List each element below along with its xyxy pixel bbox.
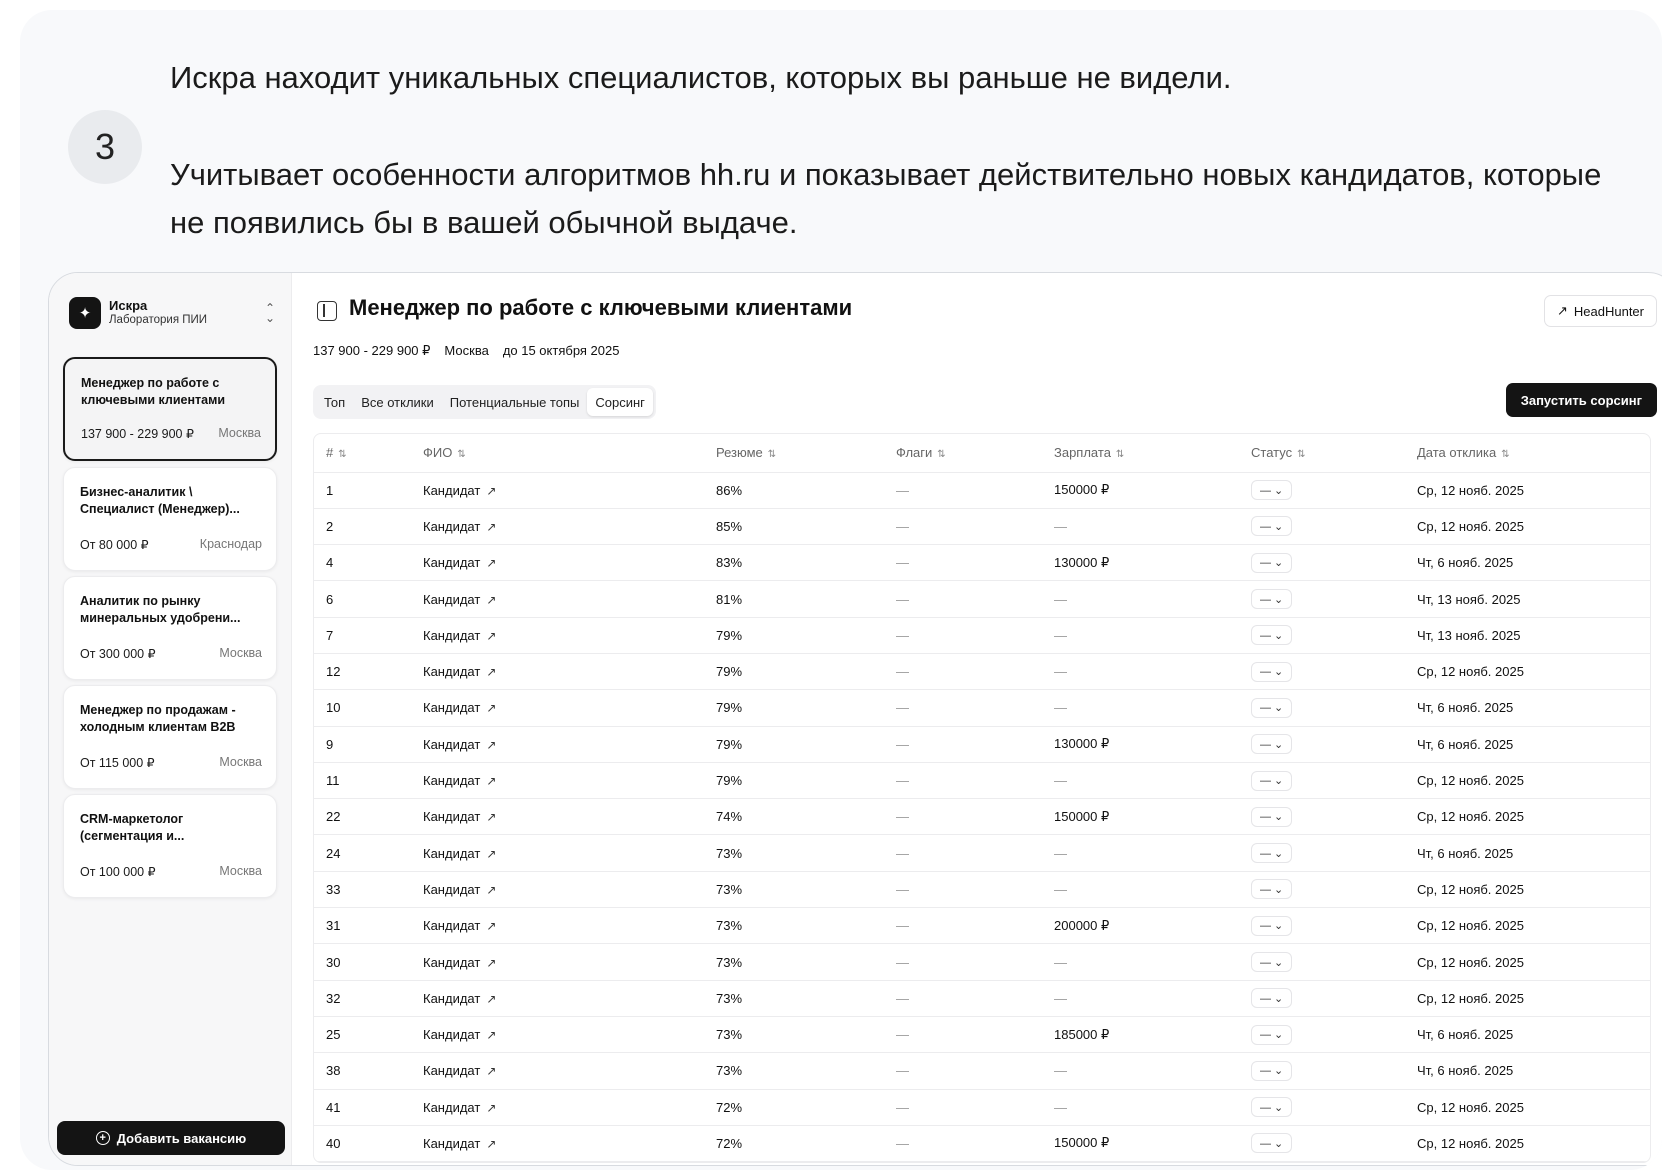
cell-name[interactable]	[411, 762, 704, 798]
cell-date: Ср, 12 нояб. 2025	[1405, 1125, 1650, 1161]
cell-status	[1239, 508, 1405, 544]
vacancy-card-salary: От 100 000 ₽	[80, 865, 156, 879]
cell-number: 41	[314, 1089, 411, 1125]
cell-status	[1239, 1125, 1405, 1161]
table-body	[314, 472, 1650, 1162]
view-tabs	[313, 385, 656, 419]
external-link-icon[interactable]: ↗	[486, 1064, 497, 1079]
cell-name[interactable]	[411, 1016, 704, 1052]
brand-subtitle: Лаборатория ПИИ	[109, 314, 208, 326]
cell-flags: —	[884, 1089, 1042, 1125]
cell-salary: 150000 ₽	[1042, 472, 1239, 508]
cell-salary: 150000 ₽	[1042, 799, 1239, 835]
vacancy-card-title: Аналитик по рынку минеральных удобрени...	[80, 594, 241, 625]
table-row[interactable]	[314, 762, 1650, 798]
cell-number: 11	[314, 762, 411, 798]
cell-name[interactable]	[411, 1089, 704, 1125]
cell-resume: 79%	[704, 762, 884, 798]
cell-salary: 130000 ₽	[1042, 545, 1239, 581]
cell-resume: 73%	[704, 908, 884, 944]
table-row[interactable]	[314, 835, 1650, 871]
step-description	[170, 54, 1620, 247]
cell-resume: 83%	[704, 545, 884, 581]
cell-flags: —	[884, 690, 1042, 726]
cell-resume: 73%	[704, 835, 884, 871]
cell-name[interactable]	[411, 871, 704, 907]
candidate-name[interactable]: Кандидат	[423, 1027, 481, 1043]
cell-name[interactable]	[411, 581, 704, 617]
cell-salary: —	[1042, 690, 1239, 726]
cell-resume: 85%	[704, 508, 884, 544]
cell-flags: —	[884, 1016, 1042, 1052]
cell-salary: —	[1042, 980, 1239, 1016]
cell-number: 6	[314, 581, 411, 617]
cell-resume: 81%	[704, 581, 884, 617]
external-link-icon[interactable]: ↗	[486, 519, 497, 534]
sidebar	[49, 273, 292, 1165]
cell-flags: —	[884, 1053, 1042, 1089]
cell-number: 33	[314, 871, 411, 907]
table-row[interactable]	[314, 545, 1650, 581]
cell-name[interactable]	[411, 908, 704, 944]
cell-status	[1239, 871, 1405, 907]
cell-resume: 72%	[704, 1125, 884, 1161]
cell-date: Ср, 12 нояб. 2025	[1405, 799, 1650, 835]
external-link-icon[interactable]: ↗	[486, 1028, 497, 1043]
external-link-icon[interactable]: ↗	[486, 1136, 497, 1151]
cell-flags: —	[884, 581, 1042, 617]
cell-flags: —	[884, 472, 1042, 508]
candidate-name[interactable]: Кандидат	[423, 627, 481, 643]
vacancy-card-city: Краснодар	[199, 537, 262, 551]
vacancy-card-city: Москва	[219, 755, 262, 769]
tab-all-responses[interactable]: Все отклики	[361, 394, 434, 410]
cell-date: Чт, 6 нояб. 2025	[1405, 1053, 1650, 1089]
external-link-icon[interactable]: ↗	[486, 919, 497, 934]
cell-salary: —	[1042, 508, 1239, 544]
cell-name[interactable]	[411, 835, 704, 871]
headhunter-link-button[interactable]	[1544, 295, 1657, 327]
cell-resume: 79%	[704, 653, 884, 689]
cell-name[interactable]	[411, 653, 704, 689]
chevron-up-down-icon[interactable]: ⌃ ⌄	[264, 301, 275, 325]
candidate-name[interactable]: Кандидат	[423, 518, 481, 534]
status-select[interactable]: — ⌄	[1251, 516, 1292, 536]
candidate-name[interactable]: Кандидат	[423, 1099, 481, 1115]
external-link-icon[interactable]: ↗	[486, 846, 497, 861]
cell-number: 1	[314, 472, 411, 508]
cell-flags: —	[884, 726, 1042, 762]
add-vacancy-label: Добавить вакансию	[116, 1130, 247, 1146]
cell-flags: —	[884, 653, 1042, 689]
cell-date: Чт, 6 нояб. 2025	[1405, 690, 1650, 726]
status-select[interactable]: — ⌄	[1251, 662, 1292, 682]
cell-number: 7	[314, 617, 411, 653]
column-header-resume[interactable]: Резюме ⇅	[704, 434, 884, 472]
cell-date: Ср, 12 нояб. 2025	[1405, 653, 1650, 689]
vacancy-card-city: Москва	[218, 426, 261, 440]
cell-status	[1239, 581, 1405, 617]
status-select[interactable]: — ⌄	[1251, 1097, 1292, 1117]
cell-salary: —	[1042, 1089, 1239, 1125]
cell-resume: 73%	[704, 1016, 884, 1052]
candidate-name[interactable]: Кандидат	[423, 954, 481, 970]
cell-number: 25	[314, 1016, 411, 1052]
sparkle-icon: ✦	[69, 297, 101, 329]
vacancy-card-salary: 137 900 - 229 900 ₽	[81, 427, 194, 441]
cell-number: 31	[314, 908, 411, 944]
external-link-icon[interactable]: ↗	[486, 592, 497, 607]
cell-name[interactable]	[411, 508, 704, 544]
table-row[interactable]	[314, 1053, 1650, 1089]
step-line-2: Учитывает особенности алгоритмов hh.ru и показывает действительно новых кандидатов, которые не появились бы в вашей обычной выдаче.	[170, 157, 1602, 240]
candidate-name[interactable]: Кандидат	[423, 700, 481, 716]
cell-flags: —	[884, 799, 1042, 835]
external-link-icon[interactable]: ↗	[486, 810, 497, 825]
tab-top[interactable]: Топ	[324, 394, 346, 410]
vacancy-card-city: Москва	[219, 646, 262, 660]
cell-resume: 79%	[704, 617, 884, 653]
candidate-name[interactable]: Кандидат	[423, 591, 481, 607]
cell-date: Чт, 6 нояб. 2025	[1405, 545, 1650, 581]
cell-status	[1239, 980, 1405, 1016]
step-number-badge: 3	[68, 110, 142, 184]
cell-resume: 86%	[704, 472, 884, 508]
cell-status	[1239, 653, 1405, 689]
status-select[interactable]: — ⌄	[1251, 698, 1292, 718]
status-select[interactable]: — ⌄	[1251, 589, 1292, 609]
candidate-name[interactable]: Кандидат	[423, 918, 481, 934]
cell-resume: 73%	[704, 944, 884, 980]
vacancy-card[interactable]	[63, 685, 277, 789]
cell-flags: —	[884, 1125, 1042, 1161]
table-row[interactable]	[314, 690, 1650, 726]
run-sourcing-button[interactable]: Запустить сорсинг	[1506, 383, 1657, 417]
cell-resume: 73%	[704, 871, 884, 907]
table-row[interactable]	[314, 944, 1650, 980]
cell-status	[1239, 908, 1405, 944]
candidate-name[interactable]: Кандидат	[423, 990, 481, 1006]
vacancy-card-salary: От 80 000 ₽	[80, 538, 149, 552]
cell-date: Чт, 6 нояб. 2025	[1405, 1016, 1650, 1052]
column-header-date[interactable]: Дата отклика ⇅	[1405, 434, 1650, 472]
cell-resume: 79%	[704, 690, 884, 726]
table-row[interactable]	[314, 726, 1650, 762]
vacancy-card[interactable]	[63, 576, 277, 680]
cell-number: 22	[314, 799, 411, 835]
vacancy-card-title: Бизнес-аналитик \ Специалист (Менеджер)...	[80, 485, 240, 516]
brand-name: Искра	[109, 298, 148, 313]
cell-date: Ср, 12 нояб. 2025	[1405, 908, 1650, 944]
sort-icon: ⇅	[1297, 449, 1306, 461]
cell-number: 30	[314, 944, 411, 980]
table-row[interactable]	[314, 980, 1650, 1016]
status-select[interactable]: — ⌄	[1251, 1061, 1292, 1081]
table-row[interactable]	[314, 617, 1650, 653]
cell-date: Ср, 12 нояб. 2025	[1405, 472, 1650, 508]
vacancy-info	[313, 343, 619, 359]
cell-salary: 130000 ₽	[1042, 726, 1239, 762]
status-select[interactable]: — ⌄	[1251, 952, 1292, 972]
cell-number: 32	[314, 980, 411, 1016]
vacancy-card[interactable]	[63, 357, 277, 461]
cell-number: 38	[314, 1053, 411, 1089]
candidate-name[interactable]: Кандидат	[423, 809, 481, 825]
candidate-name[interactable]: Кандидат	[423, 1135, 481, 1151]
cell-salary: —	[1042, 653, 1239, 689]
cell-date: Чт, 13 нояб. 2025	[1405, 581, 1650, 617]
status-select[interactable]: — ⌄	[1251, 843, 1292, 863]
status-select[interactable]: — ⌄	[1251, 916, 1292, 936]
table-row[interactable]	[314, 472, 1650, 508]
candidate-name[interactable]: Кандидат	[423, 881, 481, 897]
cell-salary: —	[1042, 617, 1239, 653]
candidate-name[interactable]: Кандидат	[423, 845, 481, 861]
cell-status	[1239, 1089, 1405, 1125]
candidate-name[interactable]: Кандидат	[423, 736, 481, 752]
cell-salary: 200000 ₽	[1042, 908, 1239, 944]
candidate-name[interactable]: Кандидат	[423, 555, 481, 571]
status-select[interactable]: — ⌄	[1251, 734, 1292, 754]
cell-date: Чт, 6 нояб. 2025	[1405, 835, 1650, 871]
cell-date: Чт, 6 нояб. 2025	[1405, 726, 1650, 762]
vacancy-card[interactable]	[63, 794, 277, 898]
vacancy-card[interactable]	[63, 467, 277, 571]
cell-salary: —	[1042, 871, 1239, 907]
status-select[interactable]: — ⌄	[1251, 480, 1292, 500]
candidate-name[interactable]: Кандидат	[423, 664, 481, 680]
cell-flags: —	[884, 871, 1042, 907]
cell-flags: —	[884, 617, 1042, 653]
cell-status	[1239, 690, 1405, 726]
cell-status	[1239, 1016, 1405, 1052]
vacancy-card-title: Менеджер по продажам - холодным клиентам B2B	[80, 703, 236, 734]
cell-flags: —	[884, 908, 1042, 944]
column-header-status[interactable]: Статус ⇅	[1239, 434, 1405, 472]
column-header-flags[interactable]: Флаги ⇅	[884, 434, 1042, 472]
external-link-icon: ↗	[1556, 303, 1568, 318]
cell-number: 24	[314, 835, 411, 871]
cell-flags: —	[884, 508, 1042, 544]
cell-status	[1239, 799, 1405, 835]
main-content	[293, 273, 1662, 1165]
status-select[interactable]: — ⌄	[1251, 1133, 1292, 1153]
cell-salary: 150000 ₽	[1042, 1125, 1239, 1161]
cell-name[interactable]	[411, 472, 704, 508]
candidates-table	[313, 433, 1651, 1163]
vacancy-card-title: Менеджер по работе с ключевыми клиентами	[81, 376, 226, 407]
cell-status	[1239, 545, 1405, 581]
cell-flags: —	[884, 944, 1042, 980]
cell-flags: —	[884, 545, 1042, 581]
feature-card	[20, 10, 1662, 1170]
cell-name[interactable]	[411, 980, 704, 1016]
cell-resume: 79%	[704, 726, 884, 762]
vacancy-city: Москва	[444, 343, 489, 358]
external-link-icon[interactable]: ↗	[486, 483, 497, 498]
external-link-icon[interactable]: ↗	[486, 774, 497, 789]
sort-icon: ⇅	[338, 449, 347, 461]
external-link-icon[interactable]: ↗	[486, 737, 497, 752]
cell-number: 2	[314, 508, 411, 544]
page-title: Менеджер по работе с ключевыми клиентами	[349, 295, 853, 320]
cell-salary: —	[1042, 581, 1239, 617]
cell-date: Ср, 12 нояб. 2025	[1405, 1089, 1650, 1125]
cell-number: 40	[314, 1125, 411, 1161]
status-select[interactable]: — ⌄	[1251, 988, 1292, 1008]
sort-icon: ⇅	[457, 449, 466, 461]
candidate-name[interactable]: Кандидат	[423, 482, 481, 498]
cell-resume: 73%	[704, 980, 884, 1016]
workspace-switcher[interactable]	[69, 295, 275, 331]
external-link-icon[interactable]: ↗	[486, 991, 497, 1006]
vacancy-card-city: Москва	[219, 864, 262, 878]
cell-salary: —	[1042, 762, 1239, 798]
external-link-icon[interactable]: ↗	[486, 955, 497, 970]
cell-number: 9	[314, 726, 411, 762]
cell-name[interactable]	[411, 545, 704, 581]
candidate-name[interactable]: Кандидат	[423, 1063, 481, 1079]
external-link-icon[interactable]: ↗	[486, 1100, 497, 1115]
cell-status	[1239, 944, 1405, 980]
cell-name[interactable]	[411, 690, 704, 726]
column-header-number[interactable]: # ⇅	[314, 434, 411, 472]
step-line-1: Искра находит уникальных специалистов, которых вы раньше не видели.	[170, 60, 1232, 95]
candidate-name[interactable]: Кандидат	[423, 773, 481, 789]
sort-icon: ⇅	[937, 449, 946, 461]
status-select[interactable]: — ⌄	[1251, 1025, 1292, 1045]
cell-date: Чт, 13 нояб. 2025	[1405, 617, 1650, 653]
table-row[interactable]	[314, 1125, 1650, 1161]
external-link-icon[interactable]: ↗	[486, 701, 497, 716]
cell-flags: —	[884, 980, 1042, 1016]
cell-number: 4	[314, 545, 411, 581]
cell-status	[1239, 1053, 1405, 1089]
status-select[interactable]: — ⌄	[1251, 771, 1292, 791]
cell-salary: —	[1042, 835, 1239, 871]
sort-icon: ⇅	[1115, 449, 1125, 461]
sort-icon: ⇅	[767, 449, 777, 461]
cell-name[interactable]	[411, 799, 704, 835]
table-header-row	[314, 434, 1650, 472]
add-vacancy-button[interactable]	[57, 1121, 285, 1155]
cell-salary: —	[1042, 944, 1239, 980]
table-row[interactable]	[314, 653, 1650, 689]
table-row[interactable]	[314, 508, 1650, 544]
cell-resume: 74%	[704, 799, 884, 835]
cell-flags: —	[884, 835, 1042, 871]
cell-number: 12	[314, 653, 411, 689]
cell-status	[1239, 762, 1405, 798]
status-select[interactable]: — ⌄	[1251, 625, 1292, 645]
external-link-icon[interactable]: ↗	[486, 665, 497, 680]
cell-status	[1239, 726, 1405, 762]
tab-potential-tops[interactable]: Потенциальные топы	[449, 394, 580, 410]
cell-resume: 73%	[704, 1053, 884, 1089]
cell-name[interactable]	[411, 944, 704, 980]
vacancy-card-salary: От 300 000 ₽	[80, 647, 156, 661]
cell-name[interactable]	[411, 1053, 704, 1089]
sidebar-toggle-icon[interactable]	[317, 301, 337, 321]
table-row[interactable]	[314, 908, 1650, 944]
external-link-icon[interactable]: ↗	[486, 882, 497, 897]
vacancy-deadline: до 15 октября 2025	[502, 343, 620, 358]
cell-salary: 185000 ₽	[1042, 1016, 1239, 1052]
table-row[interactable]	[314, 871, 1650, 907]
sort-icon: ⇅	[1501, 449, 1510, 461]
plus-circle-icon: +	[96, 1131, 110, 1145]
cell-date: Ср, 12 нояб. 2025	[1405, 980, 1650, 1016]
table-row[interactable]	[314, 1089, 1650, 1125]
tab-sourcing[interactable]: Сорсинг	[587, 388, 653, 416]
status-select[interactable]: — ⌄	[1251, 807, 1292, 827]
cell-salary: —	[1042, 1053, 1239, 1089]
external-link-icon[interactable]: ↗	[486, 628, 497, 643]
vacancy-card-salary: От 115 000 ₽	[80, 756, 155, 770]
cell-date: Ср, 12 нояб. 2025	[1405, 762, 1650, 798]
column-header-salary[interactable]: Зарплата ⇅	[1042, 434, 1239, 472]
cell-flags: —	[884, 762, 1042, 798]
status-select[interactable]: — ⌄	[1251, 553, 1292, 573]
column-header-name[interactable]: ФИО ⇅	[411, 434, 704, 472]
status-select[interactable]: — ⌄	[1251, 879, 1292, 899]
cell-name[interactable]	[411, 1125, 704, 1161]
cell-status	[1239, 835, 1405, 871]
vacancy-salary: 137 900 - 229 900 ₽	[313, 343, 431, 358]
cell-status	[1239, 617, 1405, 653]
app-screenshot	[48, 272, 1662, 1166]
vacancy-card-title: CRM-маркетолог (сегментация и...	[80, 812, 185, 843]
cell-resume: 72%	[704, 1089, 884, 1125]
table-row[interactable]	[314, 581, 1650, 617]
cell-date: Ср, 12 нояб. 2025	[1405, 508, 1650, 544]
table-row[interactable]	[314, 1016, 1650, 1052]
cell-date: Ср, 12 нояб. 2025	[1405, 944, 1650, 980]
cell-status	[1239, 472, 1405, 508]
cell-name[interactable]	[411, 617, 704, 653]
table-row[interactable]	[314, 799, 1650, 835]
cell-name[interactable]	[411, 726, 704, 762]
headhunter-label: HeadHunter	[1573, 303, 1644, 319]
cell-date: Ср, 12 нояб. 2025	[1405, 871, 1650, 907]
cell-number: 10	[314, 690, 411, 726]
external-link-icon[interactable]: ↗	[486, 556, 497, 571]
